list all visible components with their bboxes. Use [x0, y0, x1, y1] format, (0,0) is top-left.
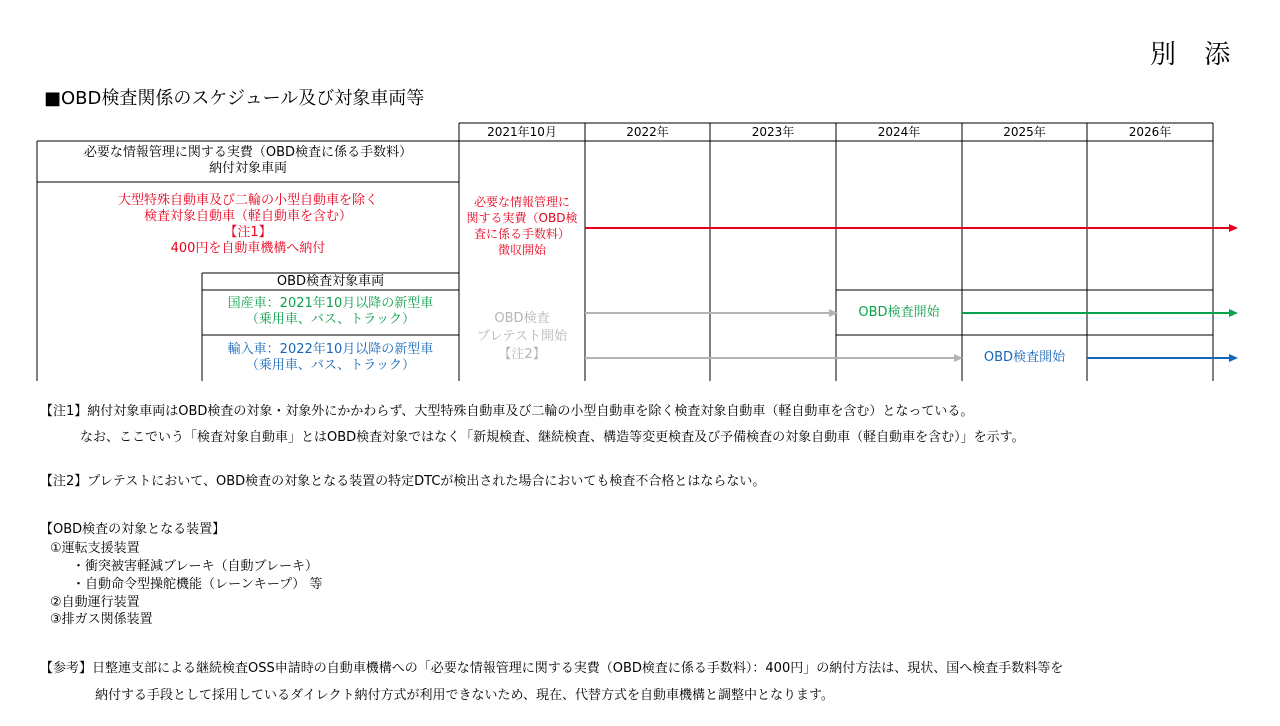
target-line-1: 大型特殊自動車及び二輪の小型自動車を除く	[117, 193, 378, 208]
fee-header-line-1: 必要な情報管理に関する実費（OBD検査に係る手数料）	[83, 145, 413, 160]
device-1: ①運転支援装置	[50, 541, 140, 556]
reference-line-1: 【参考】日整連支部による継続検査OSS申請時の自動車機構への「必要な情報管理に関する実費（OBD検査に係る手数料）：400円」の納付方法は、現状、国へ検査手数料等を	[40, 661, 1064, 676]
target-line-2: 検査対象自動車（軽自動車を含む）	[143, 209, 352, 224]
note1-line-1: 【注1】納付対象車両はOBD検査の対象・対象外にかかわらず、大型特殊自動車及び二輪の小型自動車を除く検査対象自動車（軽自動車を含む）となっている。	[40, 404, 974, 419]
imported-line-1: 輸入車：2022年10月以降の新型車	[227, 342, 434, 357]
fee-start-line-3: 査に係る手数料）	[473, 227, 570, 241]
year-header-2023: 2023年	[751, 125, 795, 139]
pretest-line-1: OBD検査	[494, 311, 550, 326]
fee-start-line-1: 必要な情報管理に	[473, 195, 570, 209]
imported-vehicles	[202, 342, 459, 374]
year-header-2021: 2021年10月	[487, 125, 557, 139]
device-1b: ・自動命令型操舵機能（レーンキープ） 等	[72, 577, 323, 592]
fee-header	[37, 145, 459, 177]
fee-header-line-2: 納付対象車両	[208, 161, 287, 176]
year-header-2026: 2026年	[1128, 125, 1172, 139]
fee-arrowhead	[1229, 224, 1238, 232]
fee-start-line-4: 徴収開始	[497, 243, 546, 257]
domestic-obd-start: OBD検査開始	[858, 305, 940, 320]
target-line-4: 400円を自動車機構へ納付	[170, 241, 326, 256]
devices-title: 【OBD検査の対象となる装置】	[40, 522, 226, 537]
year-header-2024: 2024年	[877, 125, 921, 139]
note2: 【注2】プレテストにおいて、OBD検査の対象となる装置の特定DTCが検出された場合においても検査不合格とはならない。	[40, 474, 766, 489]
target-vehicles	[37, 193, 459, 257]
fee-start-line-2: 関する実費（OBD検	[466, 211, 578, 225]
pretest-start	[459, 310, 585, 364]
target-note-ref: 【注1】	[224, 225, 272, 240]
attachment-label: 別 添	[1150, 40, 1241, 70]
device-3: ③排ガス関係装置	[50, 612, 153, 627]
reference-line-2: 納付する手段として採用しているダイレクト納付方式が利用できないため、現在、代替方式を自動車機構と調整中となります。	[95, 688, 834, 703]
pretest-line-2: プレテスト開始	[477, 329, 567, 344]
obd-vehicles-header: OBD検査対象車両	[276, 274, 385, 289]
domestic-line-2: （乗用車、バス、トラック）	[245, 312, 416, 327]
domestic-vehicles	[202, 296, 459, 328]
imported-arrowhead	[1229, 354, 1238, 362]
pretest-note-ref: 【注2】	[498, 347, 546, 362]
domestic-arrowhead	[1229, 309, 1238, 317]
device-2: ②自動運行装置	[50, 595, 140, 610]
domestic-line-1: 国産車：2021年10月以降の新型車	[227, 296, 434, 311]
note1-line-2: なお、ここでいう「検査対象自動車」とはOBD検査対象ではなく「新規検査、継続検査、構造等変更検査及び予備検査の対象自動車（軽自動車を含む）」を示す。	[80, 430, 1025, 445]
device-1a: ・衝突被害軽減ブレーキ（自動ブレーキ）	[72, 559, 318, 574]
imported-line-2: （乗用車、バス、トラック）	[245, 358, 416, 373]
year-header-2025: 2025年	[1003, 125, 1046, 139]
fee-collection-start	[459, 194, 585, 258]
page-title: ■OBD検査関係のスケジュール及び対象車両等	[44, 88, 425, 109]
imported-obd-start: OBD検査開始	[983, 350, 1066, 365]
year-header-2022: 2022年	[626, 125, 669, 139]
